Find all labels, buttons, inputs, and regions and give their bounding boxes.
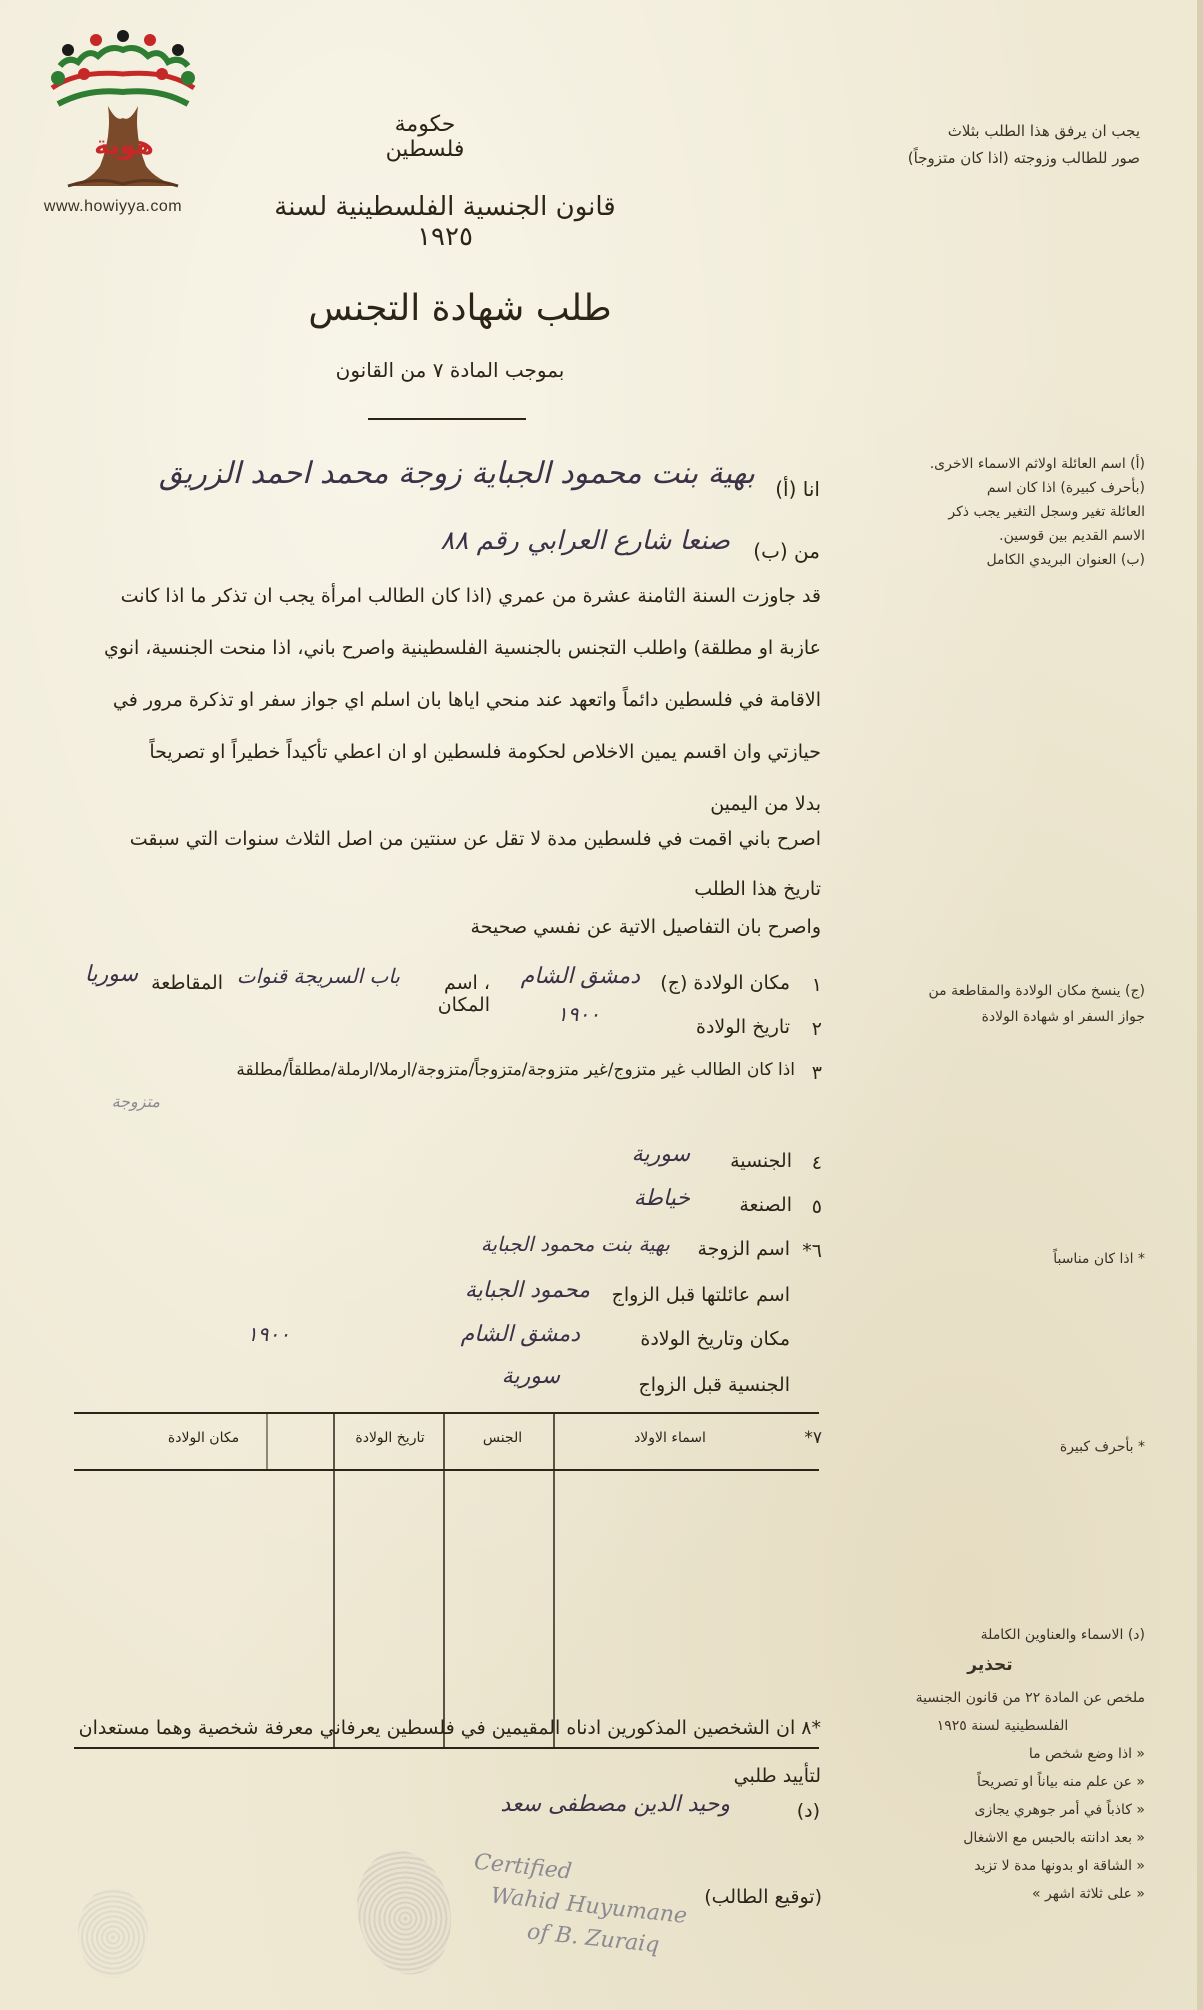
place-name-field[interactable]: باب السريجة قنوات bbox=[236, 964, 400, 988]
form-title: طلب شهادة التجنس bbox=[308, 288, 612, 329]
item-number: ٢ bbox=[811, 1018, 822, 1040]
warning-line: الفلسطينية لسنة ١٩٢٥ bbox=[936, 1718, 1069, 1734]
birthdate-label: تاريخ الولادة bbox=[696, 1016, 790, 1038]
page-edge bbox=[1197, 0, 1203, 2010]
item-number: ١ bbox=[811, 974, 822, 996]
trade-label: الصنعة bbox=[739, 1194, 792, 1216]
address-field[interactable]: صنعا شارع العرابي رقم ٨٨ bbox=[440, 526, 730, 556]
logo-url[interactable]: www.howiyya.com bbox=[43, 198, 183, 215]
table-header-children: اسماء الاولاد bbox=[634, 1430, 706, 1446]
pencil-line: Certified bbox=[472, 1849, 574, 1885]
birthplace-field[interactable]: دمشق الشام bbox=[520, 964, 640, 989]
warning-line: « على ثلاثة اشهر » bbox=[1031, 1886, 1145, 1902]
referees-line: لتأييد طلبي bbox=[733, 1765, 821, 1787]
side-note-c bbox=[860, 978, 1145, 1030]
warning-text bbox=[860, 1684, 1145, 1908]
warning-line: « بعد ادانته بالحبس مع الاشغال bbox=[963, 1830, 1145, 1846]
item-number: ٥ bbox=[811, 1196, 822, 1218]
nationality-field[interactable]: سورية bbox=[631, 1142, 690, 1167]
side-note-photos bbox=[860, 118, 1140, 172]
birthplace-label: مكان الولادة (ج) bbox=[660, 972, 790, 994]
warning-title: تحذير bbox=[967, 1655, 1013, 1675]
name-label: انا (أ) bbox=[775, 477, 820, 501]
declaration-line: بدلا من اليمين bbox=[710, 793, 821, 815]
side-note-line: جواز السفر او شهادة الولادة bbox=[981, 1009, 1145, 1025]
trade-field[interactable]: خياطة bbox=[633, 1186, 690, 1211]
warning-line: « اذا وضع شخص ما bbox=[1028, 1746, 1145, 1762]
pencil-line: Wahid Huyumane bbox=[489, 1883, 689, 1929]
table-header-birthdate: تاريخ الولادة bbox=[355, 1430, 425, 1446]
side-note-line: الاسم القديم بين قوسين. bbox=[999, 528, 1145, 544]
children-table bbox=[74, 1412, 819, 1750]
warning-line: ملخص عن المادة ٢٢ من قانون الجنسية bbox=[915, 1690, 1145, 1706]
item-number: ٤ bbox=[811, 1152, 822, 1174]
applicant-name-field[interactable]: بهية بنت محمود الجباية زوجة محمد احمد الزريق bbox=[158, 456, 755, 491]
declaration-line: قد جاوزت السنة الثامنة عشرة من عمري (اذا كان الطالب امرأة يجب ان تذكر ما اذا كانت bbox=[120, 585, 821, 607]
wife-birthyear-field[interactable]: ١٩٠٠ bbox=[247, 1322, 290, 1346]
side-note-line: يجب ان يرفق هذا الطلب بثلاث bbox=[947, 122, 1140, 140]
wife-nationality-field[interactable]: سورية bbox=[501, 1364, 560, 1389]
side-note-line: (ج) ينسخ مكان الولادة والمقاطعة من bbox=[928, 983, 1145, 999]
wife-birthplace-field[interactable]: دمشق الشام bbox=[460, 1322, 580, 1347]
people-icon bbox=[51, 30, 195, 104]
wife-nationality-label: الجنسية قبل الزواج bbox=[638, 1374, 790, 1396]
side-note-line: (ب) العنوان البريدي الكامل bbox=[986, 552, 1145, 568]
residence-paragraph bbox=[76, 814, 821, 914]
details-intro: واصرح بان التفاصيل الاتية عن نفسي صحيحة bbox=[470, 916, 821, 938]
warning-line: « كاذباً في أمر جوهري يجازى bbox=[974, 1802, 1145, 1818]
marital-status-field[interactable]: متزوجة bbox=[111, 1092, 160, 1111]
side-note-line: العائلة تغير وسجل التغير يجب ذكر bbox=[948, 504, 1145, 520]
declaration-line: عازبة او مطلقة) واطلب التجنس بالجنسية الفلسطينية واصرح باني، اذا منحت الجنسية، انوي bbox=[104, 637, 821, 659]
residence-line: تاريخ هذا الطلب bbox=[694, 878, 821, 900]
item-number: *٦ bbox=[802, 1240, 822, 1262]
pencil-line: of B. Zuraiq bbox=[525, 1919, 661, 1959]
signature-label: (توقيع الطالب) bbox=[704, 1886, 822, 1908]
referees-line: *٨ ان الشخصين المذكورين ادناه المقيمين في فلسطين يعرفاني معرفة شخصية وهما مستعدان bbox=[78, 1717, 821, 1739]
declaration-line: حيازتي وان اقسم يمين الاخلاص لحكومة فلسطين او ان اعطي تأكيداً خطيراً او تصريحاً bbox=[149, 741, 821, 763]
howiyya-logo bbox=[38, 26, 208, 226]
district-label: المقاطعة bbox=[151, 972, 223, 994]
warning-line: « الشاقة او بدونها مدة لا تزيد bbox=[974, 1858, 1145, 1874]
side-note-a-b bbox=[860, 452, 1145, 572]
marital-status-label: اذا كان الطالب غير متزوج/غير متزوجة/متزوجاً/متزوجة/ارملا/ارملة/مطلقاً/مطلقة bbox=[236, 1060, 795, 1080]
referees-d-label: (د) bbox=[796, 1800, 820, 1822]
declaration-line: الاقامة في فلسطين دائماً واتعهد عند منحي اياها بان اسلم اي جواز سفر او تذكرة مرور في bbox=[112, 689, 821, 711]
logo-brand-text: هوية bbox=[94, 131, 154, 161]
from-label: من (ب) bbox=[753, 539, 820, 563]
fingerprint-stamp bbox=[78, 1888, 148, 1978]
birthdate-field[interactable]: ١٩٠٠ bbox=[557, 1002, 600, 1026]
warning-line: « عن علم منه بياناً او تصريحاً bbox=[977, 1774, 1145, 1790]
residence-line: اصرح باني اقمت في فلسطين مدة لا تقل عن سنتين من اصل الثلاث سنوات التي سبقت bbox=[129, 828, 821, 850]
referees-paragraph bbox=[76, 1704, 821, 1800]
referees-field[interactable]: وحيد الدين مصطفى سعد bbox=[500, 1792, 730, 1817]
side-note-line: (بأحرف كبيرة) اذا كان اسم bbox=[986, 480, 1145, 496]
nationality-label: الجنسية bbox=[730, 1150, 792, 1172]
side-note-d: (د) الاسماء والعناوين الكاملة bbox=[980, 1627, 1145, 1643]
law-heading: قانون الجنسية الفلسطينية لسنة ١٩٢٥ bbox=[274, 192, 616, 252]
district-field[interactable]: سوريا bbox=[84, 962, 138, 987]
table-header-gender: الجنس bbox=[482, 1430, 523, 1446]
maiden-name-field[interactable]: محمود الجباية bbox=[464, 1278, 590, 1303]
side-note-if-applicable: * اذا كان مناسباً bbox=[1053, 1251, 1145, 1267]
government-heading: حكومة فلسطين bbox=[385, 112, 465, 162]
table-number: *٧ bbox=[804, 1428, 822, 1448]
side-note-line: صور للطالب وزوجته (اذا كان متزوجاً) bbox=[907, 149, 1140, 167]
form-subtitle: بموجب المادة ٧ من القانون bbox=[335, 358, 565, 382]
side-note-line: (أ) اسم العائلة اولاثم الاسماء الاخرى. bbox=[929, 456, 1145, 472]
title-rule bbox=[368, 418, 526, 420]
wife-birth-label: مكان وتاريخ الولادة bbox=[640, 1328, 790, 1350]
place-name-label: ، اسم المكان bbox=[437, 972, 490, 1016]
wife-name-field[interactable]: بهية بنت محمود الجباية bbox=[480, 1232, 670, 1256]
wife-name-label: اسم الزوجة bbox=[697, 1238, 790, 1260]
declaration-paragraph bbox=[76, 570, 821, 830]
maiden-name-label: اسم عائلتها قبل الزواج bbox=[611, 1284, 790, 1306]
table-header-birthplace: مكان الولادة bbox=[167, 1430, 240, 1446]
item-number: ٣ bbox=[811, 1062, 822, 1084]
side-note-capitals: * بأحرف كبيرة bbox=[1059, 1439, 1145, 1455]
